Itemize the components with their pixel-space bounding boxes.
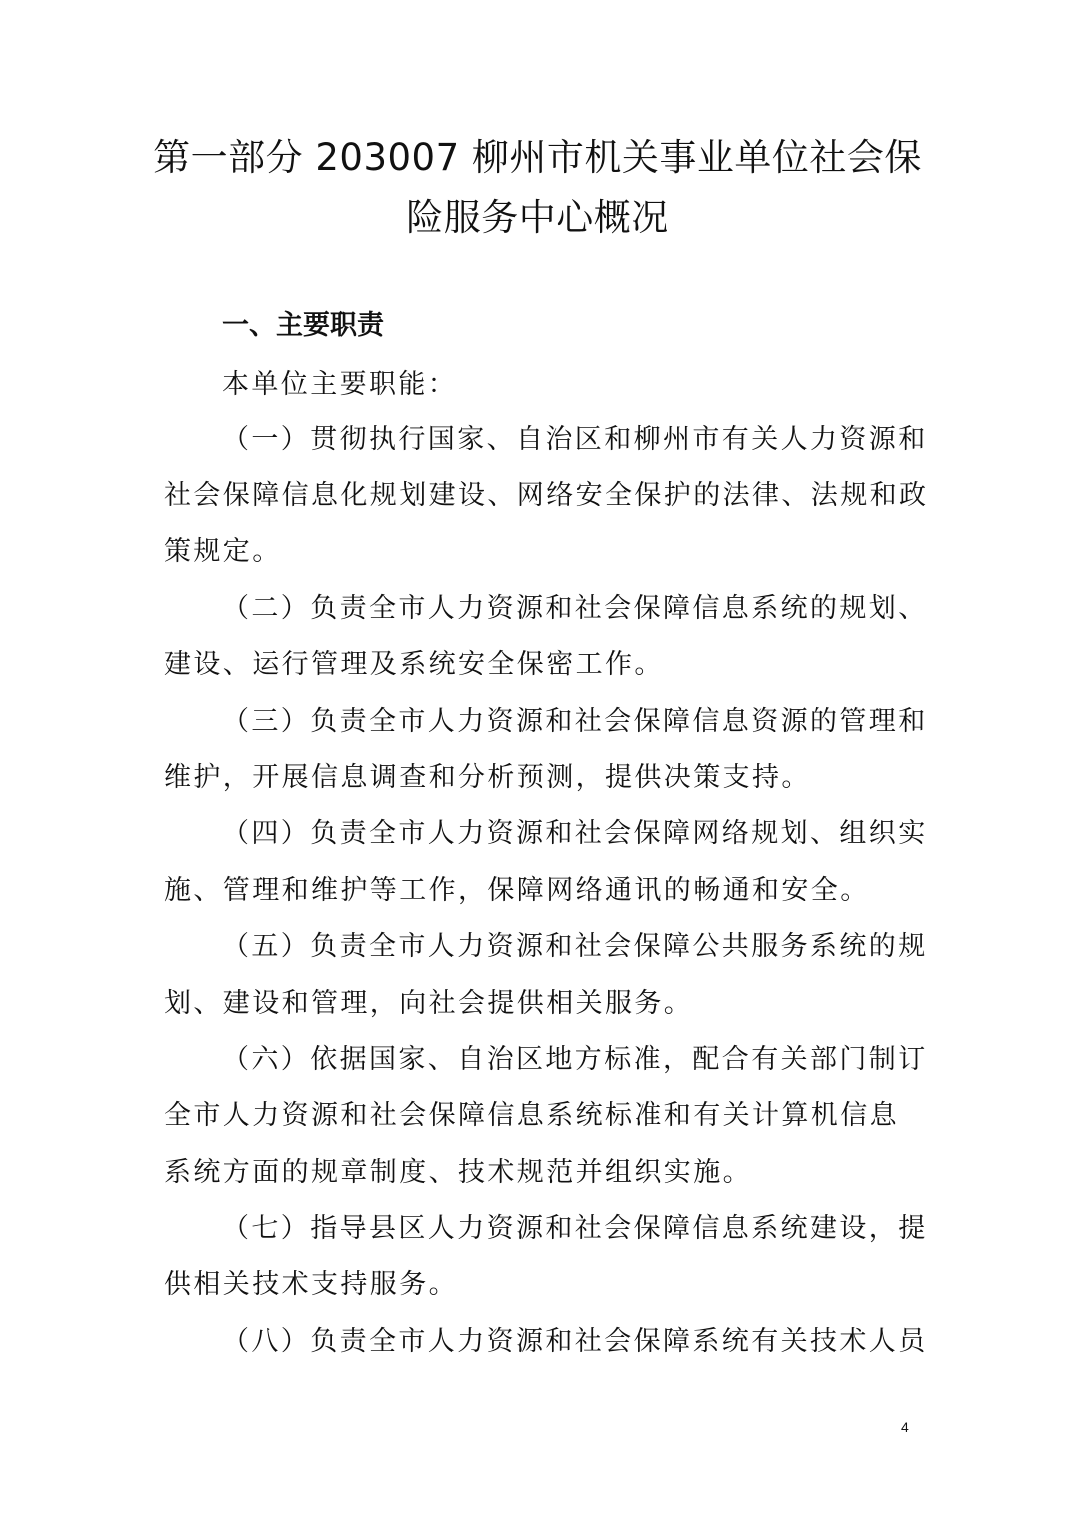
body-line-15: （七）指导县区人力资源和社会保障信息系统建设，提 xyxy=(222,1213,928,1244)
body-line-10: （五）负责全市人力资源和社会保障公共服务系统的规 xyxy=(222,931,928,962)
body-line-8: （四）负责全市人力资源和社会保障网络规划、组织实 xyxy=(222,818,928,849)
document-title: 第一部分 203007 柳州市机关事业单位社会保险服务中心概况 xyxy=(153,136,922,239)
body-line-17: （八）负责全市人力资源和社会保障系统有关技术人员 xyxy=(222,1326,928,1357)
intro-text: 本单位主要职能： xyxy=(222,369,458,400)
body-line-11: 划、建设和管理，向社会提供相关服务。 xyxy=(164,988,694,1019)
body-line-13: 全市人力资源和社会保障信息系统标准和有关计算机信息 xyxy=(164,1100,899,1131)
body-line-4: （二）负责全市人力资源和社会保障信息系统的规划、 xyxy=(222,593,928,624)
body-line-1: （一）贯彻执行国家、自治区和柳州市有关人力资源和 xyxy=(222,424,928,455)
section-heading-main-duties: 一、主要职责 xyxy=(222,310,384,341)
body-line-2: 社会保障信息化规划建设、网络安全保护的法律、法规和政 xyxy=(164,480,929,511)
body-line-14: 系统方面的规章制度、技术规范并组织实施。 xyxy=(164,1157,752,1188)
body-line-6: （三）负责全市人力资源和社会保障信息资源的管理和 xyxy=(222,706,928,737)
body-line-9: 施、管理和维护等工作，保障网络通讯的畅通和安全。 xyxy=(164,875,870,906)
body-line-12: （六）依据国家、自治区地方标准，配合有关部门制订 xyxy=(222,1044,928,1075)
page-number: 4 xyxy=(901,1419,909,1435)
body-line-3: 策规定。 xyxy=(164,536,282,567)
body-line-16: 供相关技术支持服务。 xyxy=(164,1269,458,1300)
body-line-5: 建设、运行管理及系统安全保密工作。 xyxy=(164,649,664,680)
body-line-7: 维护，开展信息调查和分析预测，提供决策支持。 xyxy=(164,762,811,793)
